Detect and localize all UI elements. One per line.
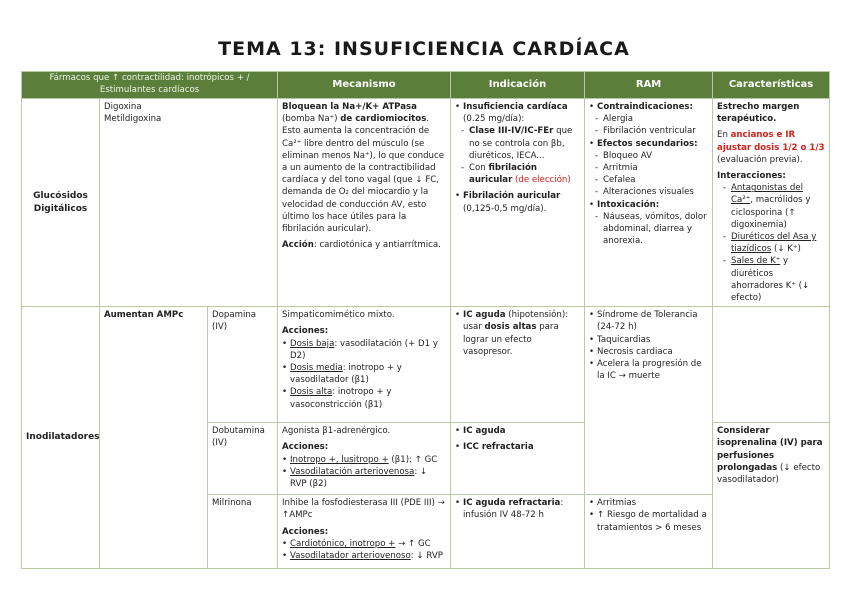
list-item [455,101,580,125]
mec-text: : inotropo + y vasoconstricción (β1) [290,387,392,410]
list-item [455,162,580,186]
mec-heading: Acciones: [282,526,329,537]
ind-text: (hipotensión): usar [463,310,569,333]
caracteristicas-dobu-mil [713,423,830,569]
ind-text: que no se controla con βb, diuréticos, IECA... [469,126,573,161]
mec-accion-text: : cardiotónica y antiarrítmica. [313,240,441,251]
list-item [717,255,825,304]
car-text: (↓ efecto vasodilatador) [717,462,821,486]
car-text: Sales de K⁺ [731,256,781,267]
header-row [22,72,830,99]
ind-text: IC aguda refractaria [463,498,561,509]
ind-text: Con [469,163,489,174]
drugs-glucosidos [100,99,278,307]
car-text: , macrólidos y ciclosporina (↑ digoxinemia) [731,195,811,230]
mecanismo-dobutamina [278,423,451,495]
mecanismo-dopamina [278,307,451,423]
page-title: TEMA 13: INSUFICIENCIA CARDÍACA [218,38,630,60]
drug-metildigoxina: Metildigoxina [104,114,162,125]
mec-text: Vasodilatación arteriovenosa [290,466,415,477]
mec-text: Simpaticomimético mixto. [282,310,395,321]
drug-digoxina: Digoxina [104,102,142,112]
subgroup-label: Aumentan AMPc [104,310,184,321]
group-glucosidos: Glucósidos Digitálicos [22,99,100,307]
car-text: y diuréticos ahorradores K⁺ (↓ efecto) [731,256,810,304]
car-text: En [717,130,731,141]
ind-text: (0.25 mg/día): [463,114,525,125]
drug-dobutamina: Dobutamina (IV) [208,423,278,495]
list-item: • Acelera la progresión de la IC → muerte [589,358,708,382]
list-item [455,441,580,453]
mec-text: Cardiotónico, inotropo + [290,538,396,549]
ram-heading: Efectos secundarios: [597,138,698,149]
header-ram: RAM [585,72,713,99]
ram-heading: Intoxicación: [597,199,660,210]
indicacion-dopamina [451,307,585,423]
indicacion-milrinona [451,495,585,569]
ind-text: Fibrilación auricular [463,191,561,202]
mec-text: Vasodilatador arteriovenoso [290,551,411,562]
list-item [455,190,580,214]
list-item: - Cefalea [589,174,708,186]
ind-text: IC aguda [463,426,506,437]
list-item [589,101,708,113]
drug-dopamina: Dopamina (IV) [208,307,278,423]
ram-milrinona [585,495,713,569]
ram-dopa-dobu [585,307,713,495]
subgroup-ampc [100,307,208,569]
header-indicacion: Indicación [451,72,585,99]
ind-text: ICC refractaria [463,442,534,453]
ind-text: Clase III-IV/IC-FEr [469,126,554,137]
group-inodilatadores: Inodilatadores [22,307,100,569]
list-item: • ↑ Riesgo de mortalidad a tratamientos > 6 meses [589,509,708,533]
list-item: • Síndrome de Tolerancia (24-72 h) [589,309,708,333]
list-item: - Náuseas, vómitos, dolor abdominal, diarrea y anorexia. [589,211,708,248]
row-glucosidos [22,99,830,307]
list-item [455,425,580,437]
car-text: Considerar isoprenalina (IV) para perfusiones prolongadas [717,426,823,473]
car-text: Estrecho margen terapéutico. [717,102,800,125]
list-item: • Arritmias [589,497,708,509]
car-text: Antagonistas del Ca²⁺ [731,183,803,206]
list-item [282,338,446,362]
mec-text: Bloquean la Na+/K+ ATPasa [282,102,417,112]
drug-milrinona: Milrinona [208,495,278,569]
header-mecanismo: Mecanismo [278,72,451,99]
mec-text: Dosis media [290,363,343,374]
mec-text: de cardiomiocitos [340,114,427,125]
ram-heading: Contraindicaciones: [597,102,693,112]
list-item: - Arritmia [589,162,708,174]
mecanismo-glucosidos [278,99,451,307]
car-text: (↓ K⁺) [771,244,801,255]
mec-heading: Acciones: [282,326,329,337]
list-item [282,386,446,410]
indicacion-dobutamina [451,423,585,495]
header-caracteristicas: Características [713,72,830,99]
mec-text: Dosis baja [290,338,335,349]
list-item [717,182,825,231]
car-heading: Interacciones: [717,171,786,182]
caracteristicas-glucosidos [713,99,830,307]
list-item [455,309,580,358]
ind-text: (0,125-0,5 mg/día). [463,203,547,214]
mec-text: : ↓ RVP [410,551,443,562]
indicacion-glucosidos [451,99,585,307]
row-dopamina [22,307,830,423]
list-item [282,362,446,386]
car-text: Diuréticos del Asa y tiazídicos [731,232,817,255]
mec-accion-label: Acción [282,240,314,251]
car-text: (evaluación previa). [717,154,803,165]
mecanismo-milrinona [278,495,451,569]
list-item [717,231,825,255]
list-item [589,199,708,211]
header-farmacos: Fármacos que ↑ contractilidad: inotrópicos + / Estimulantes cardíacos [22,72,278,99]
list-item [455,497,580,521]
mec-text: → ↑ GC [395,538,431,549]
ind-text: : infusión IV 48-72 h [463,498,564,521]
mec-text: (β1): ↑ GC [388,454,438,465]
mec-text: : inotropo + y vasodilatador (β1) [290,363,402,386]
car-text: ancianos e IR ajustar dosis 1/2 o 1/3 [717,130,825,153]
mec-text: . Esto aumenta la concentración de Ca²⁺ libre dentro del músculo (se eliminan menos Na⁺), lo que conduce a un aumento de la contractibilidad cardíaca y del tono vagal (que ↓ FC, demanda de O₂ del miocardio y la velocidad de conducción AV, esto último los hace útiles para la fibrilación auricular). [282,114,444,235]
ind-text: (de elección) [515,175,571,186]
mec-text: Inotropo +, lusitropo + [290,454,389,465]
list-item: - Bloqueo AV [589,150,708,162]
ind-text: IC aguda [463,310,506,321]
list-item [282,466,446,490]
list-item [282,454,446,466]
mec-text: : vasodilatación (+ D1 y D2) [290,338,438,361]
mec-text: : ↓ RVP (β2) [290,466,428,490]
list-item [282,538,446,550]
mec-text: Inhibe la fosfodiesterasa III (PDE III) → ↑AMPc [282,498,445,521]
list-item [455,125,580,162]
ram-glucosidos [585,99,713,307]
list-item [282,550,446,562]
list-item: • Taquicardias [589,334,708,346]
drug-table [21,71,830,569]
ind-text: dosis altas [484,322,537,333]
ind-text: Insuficiencia cardíaca [463,102,568,112]
list-item: - Alteraciones visuales [589,186,708,198]
ind-text: para lograr un efecto vasopresor. [463,322,559,357]
mec-text: (bomba Na⁺) [282,114,341,125]
mec-heading: Acciones: [282,442,329,453]
ind-text: fibrilación auricular [469,163,537,186]
mec-text: Agonista β1-adrenérgico. [282,426,391,437]
list-item: • Necrosis cardiaca [589,346,708,358]
list-item [589,138,708,150]
list-item: - Fibrilación ventricular [589,125,708,137]
mec-text: Dosis alta [290,387,333,398]
caracteristicas-dopamina [713,307,830,423]
list-item: - Alergia [589,113,708,125]
